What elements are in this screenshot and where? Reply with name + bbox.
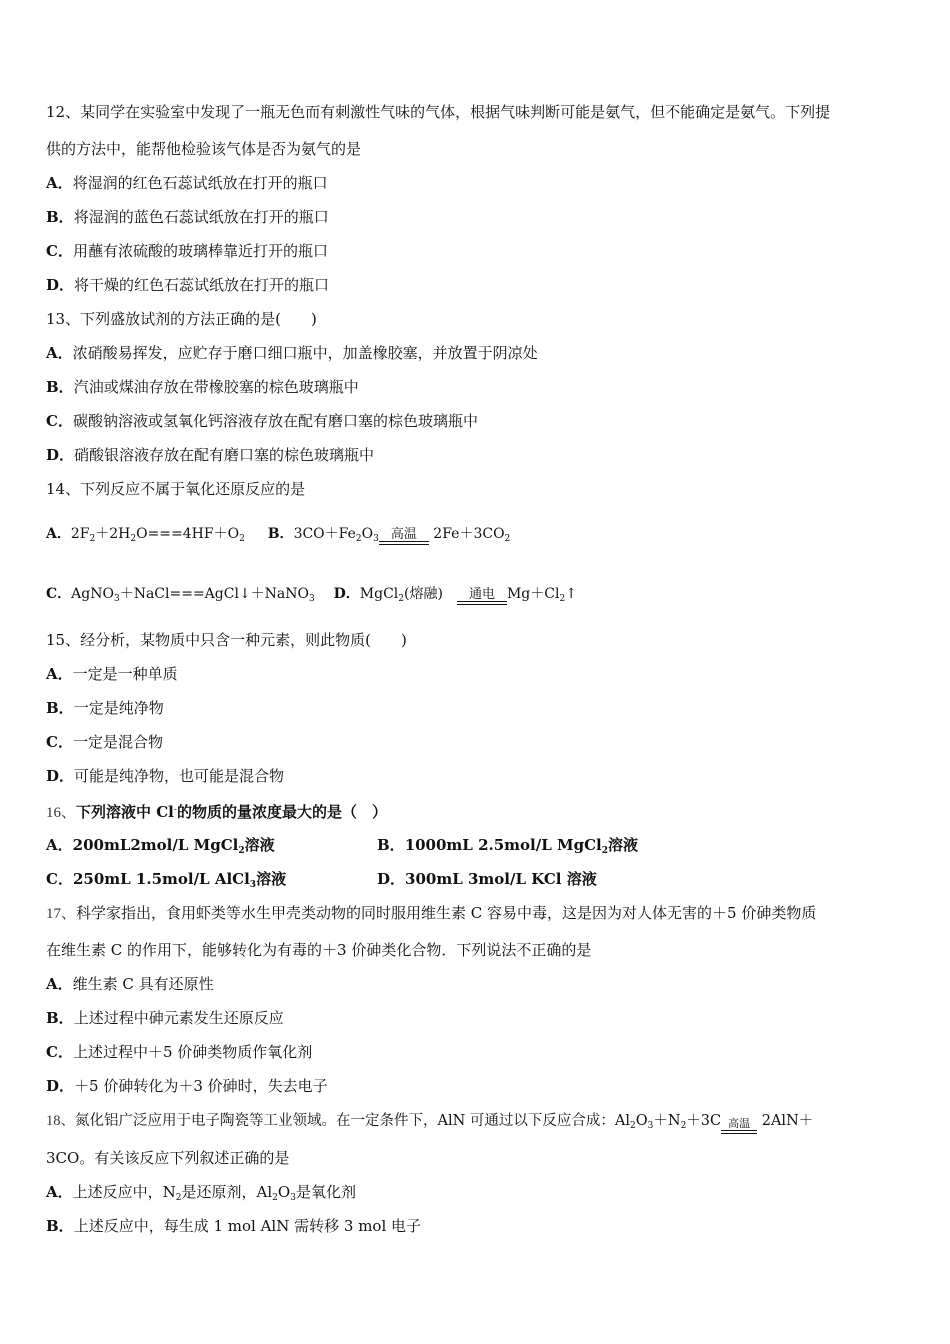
eq-text: AgNO bbox=[71, 586, 114, 602]
subscript: 2 bbox=[355, 534, 362, 544]
q13-option-d bbox=[46, 445, 374, 465]
q18-option-b bbox=[46, 1216, 421, 1236]
option-label: A． bbox=[46, 174, 73, 192]
stem-text: ＋3C bbox=[686, 1113, 722, 1129]
reaction-condition bbox=[379, 528, 429, 545]
condition-text: 通电 bbox=[468, 587, 495, 602]
option-label: B． bbox=[267, 526, 294, 542]
q16-option-b bbox=[377, 835, 638, 861]
question-number: 17、 bbox=[46, 906, 77, 922]
option-text: 将湿润的蓝色石蕊试纸放在打开的瓶口 bbox=[73, 208, 329, 226]
option-label: D． bbox=[377, 870, 406, 888]
subscript: 3 bbox=[113, 594, 120, 604]
option-label: C． bbox=[46, 733, 73, 751]
q13-option-c bbox=[46, 411, 478, 431]
q12-stem-cont: 供的方法中，能帮他检验该气体是否为氨气的是 bbox=[46, 140, 362, 158]
option-label: A． bbox=[46, 1183, 73, 1201]
q15-option-a bbox=[46, 664, 178, 684]
option-label: B． bbox=[377, 836, 405, 854]
subscript: 2 bbox=[630, 1121, 636, 1131]
option-text: 将湿润的红色石蕊试纸放在打开的瓶口 bbox=[72, 174, 328, 192]
q12-option-b bbox=[46, 207, 329, 227]
q14-stem: 14、下列反应不属于氧化还原反应的是 bbox=[46, 480, 306, 498]
subscript: 2 bbox=[504, 534, 511, 544]
subscript: 2 bbox=[238, 846, 245, 856]
q17-option-d bbox=[46, 1076, 328, 1096]
subscript: 2 bbox=[89, 534, 96, 544]
q14-options-cd bbox=[46, 584, 577, 609]
option-text: 维生素 C 具有还原性 bbox=[72, 975, 214, 993]
option-text: O bbox=[277, 1183, 291, 1201]
option-label: D． bbox=[333, 586, 360, 602]
option-text: 用蘸有浓硫酸的玻璃棒靠近打开的瓶口 bbox=[72, 242, 328, 260]
equation-a bbox=[71, 526, 245, 542]
q15-option-d bbox=[46, 766, 284, 786]
eq-text: 2F bbox=[70, 526, 90, 542]
option-label: D． bbox=[46, 276, 75, 294]
option-label: D． bbox=[46, 446, 75, 464]
option-text: 碳酸钠溶液或氢氧化钙溶液存放在配有磨口塞的棕色玻璃瓶中 bbox=[72, 412, 478, 430]
eq-text: ↑ bbox=[565, 586, 577, 602]
stem-text: 氮化铝广泛应用于电子陶瓷等工业领域。在一定条件下，AlN 可通过以下反应合成：Al bbox=[75, 1113, 631, 1129]
q13-stem: 13、下列盛放试剂的方法正确的是( ) bbox=[46, 310, 317, 328]
option-text: 200mL2mol/L MgCl bbox=[72, 836, 239, 854]
q17-option-c bbox=[46, 1042, 312, 1062]
eq-text: O bbox=[361, 526, 374, 542]
option-text: 上述过程中＋5 价砷类物质作氧化剂 bbox=[72, 1043, 313, 1061]
eq-text: (熔融) bbox=[404, 586, 457, 602]
subscript: 3 bbox=[647, 1121, 654, 1131]
option-text: 溶液 bbox=[256, 870, 287, 888]
option-label: C． bbox=[46, 586, 72, 602]
q12-option-d bbox=[46, 275, 329, 295]
subscript: 2 bbox=[398, 594, 405, 604]
stem-text: 下列溶液中 Cl bbox=[76, 803, 174, 821]
eq-text: Mg＋Cl bbox=[506, 586, 560, 602]
option-text: 溶液 bbox=[608, 836, 639, 854]
option-text: 一定是一种单质 bbox=[72, 665, 178, 683]
q15-option-c bbox=[46, 732, 163, 752]
reaction-condition bbox=[721, 1117, 757, 1134]
subscript: 2 bbox=[559, 594, 566, 604]
q12-option-c bbox=[46, 241, 328, 261]
option-text: 上述过程中砷元素发生还原反应 bbox=[73, 1009, 284, 1027]
option-label: B． bbox=[46, 1217, 74, 1235]
question-number: 16、 bbox=[46, 805, 77, 821]
option-text: 是氧化剂 bbox=[295, 1183, 356, 1201]
subscript: 3 bbox=[309, 594, 315, 604]
option-text: ＋5 价砷转化为＋3 价砷时，失去电子 bbox=[74, 1077, 328, 1095]
option-label: B． bbox=[46, 378, 74, 396]
q14-options-ab bbox=[46, 524, 510, 549]
equation-d bbox=[360, 586, 577, 602]
q17-stem bbox=[46, 903, 816, 924]
condition-text: 高温 bbox=[728, 1117, 751, 1130]
option-text: 溶液 bbox=[244, 836, 275, 854]
subscript: 2 bbox=[680, 1121, 687, 1131]
question-number: 18、 bbox=[46, 1113, 75, 1129]
eq-text: O===4HF＋O bbox=[136, 526, 240, 542]
option-text: 250mL 1.5mol/L AlCl bbox=[72, 870, 250, 888]
eq-text: 2Fe＋3CO bbox=[428, 526, 505, 542]
option-text: 一定是纯净物 bbox=[73, 699, 164, 717]
eq-text: ＋NaCl===AgCl↓＋NaNO bbox=[119, 586, 309, 602]
option-text: 1000mL 2.5mol/L MgCl bbox=[404, 836, 602, 854]
subscript: 2 bbox=[272, 1193, 278, 1203]
subscript: 2 bbox=[175, 1193, 182, 1203]
equation-b bbox=[294, 526, 511, 542]
option-text: 可能是纯净物，也可能是混合物 bbox=[74, 767, 285, 785]
option-label: C． bbox=[46, 1043, 73, 1061]
q15-stem: 15、经分析，某物质中只含一种元素，则此物质( ) bbox=[46, 631, 407, 649]
eq-text: ＋2H bbox=[95, 526, 131, 542]
reaction-condition bbox=[457, 588, 507, 605]
option-label: A． bbox=[46, 665, 73, 683]
subscript: 3 bbox=[290, 1193, 296, 1203]
q16-option-d bbox=[377, 869, 597, 889]
option-label: D． bbox=[46, 1077, 75, 1095]
option-text: 一定是混合物 bbox=[72, 733, 163, 751]
q12-stem: 12、某同学在实验室中发现了一瓶无色而有刺激性气味的气体，根据气味判断可能是氨气，但不能确定是氨气。下列提 bbox=[46, 103, 831, 121]
option-label: A． bbox=[46, 526, 71, 542]
q17-option-a bbox=[46, 974, 214, 994]
q18-option-a bbox=[46, 1182, 356, 1208]
condition-text: 高温 bbox=[390, 527, 417, 542]
double-line bbox=[721, 1130, 757, 1134]
q13-option-a bbox=[46, 343, 538, 363]
option-text: 硝酸银溶液存放在配有磨口塞的棕色玻璃瓶中 bbox=[74, 446, 375, 464]
option-label: B． bbox=[46, 1009, 74, 1027]
option-text: 上述反应中，N bbox=[72, 1183, 176, 1201]
option-label: C． bbox=[46, 242, 73, 260]
q16-option-a bbox=[46, 835, 639, 861]
eq-text: MgCl bbox=[359, 586, 399, 602]
option-label: B． bbox=[46, 699, 74, 717]
option-text: 汽油或煤油存放在带橡胶塞的棕色玻璃瓶中 bbox=[73, 378, 359, 396]
stem-text: 科学家指出，食用虾类等水生甲壳类动物的同时服用维生素 C 容易中毒，这是因为对人体无害的＋5 价砷类物质 bbox=[76, 904, 817, 922]
subscript: 3 bbox=[249, 880, 257, 890]
q17-option-b bbox=[46, 1008, 284, 1028]
option-text: 将干燥的红色石蕊试纸放在打开的瓶口 bbox=[74, 276, 330, 294]
option-label: C． bbox=[46, 412, 73, 430]
option-label: A． bbox=[46, 975, 73, 993]
q16-stem bbox=[46, 800, 387, 823]
subscript: 3 bbox=[373, 534, 379, 544]
option-label: A． bbox=[46, 836, 73, 854]
option-text: 300mL 3mol/L KCl 溶液 bbox=[405, 870, 597, 888]
subscript: 2 bbox=[239, 534, 245, 544]
option-text: 是还原剂，Al bbox=[181, 1183, 273, 1201]
q15-option-b bbox=[46, 698, 164, 718]
q18-stem bbox=[46, 1111, 813, 1136]
option-text: 浓硝酸易挥发，应贮存于磨口细口瓶中，加盖橡胶塞，并放置于阴凉处 bbox=[72, 344, 538, 362]
q18-stem-cont: 3CO。有关该反应下列叙述正确的是 bbox=[46, 1149, 290, 1167]
subscript: 2 bbox=[130, 534, 137, 544]
q16-option-c bbox=[46, 869, 597, 895]
option-label: B． bbox=[46, 208, 74, 226]
stem-text: 2AlN＋ bbox=[757, 1113, 814, 1129]
option-label: D． bbox=[46, 767, 75, 785]
equation-c bbox=[71, 586, 315, 602]
stem-text: ＋N bbox=[653, 1113, 681, 1129]
option-label: A． bbox=[46, 344, 73, 362]
subscript: 2 bbox=[601, 846, 608, 856]
option-text: 上述反应中，每生成 1 mol AlN 需转移 3 mol 电子 bbox=[73, 1217, 422, 1235]
eq-text: 3CO＋Fe bbox=[293, 526, 356, 542]
stem-text: 的物质的量浓度最大的是（ ） bbox=[176, 803, 387, 821]
q13-option-b bbox=[46, 377, 359, 397]
q12-option-a bbox=[46, 173, 328, 193]
superscript: - bbox=[173, 805, 177, 815]
stem-text: O bbox=[635, 1113, 648, 1129]
q17-stem-cont: 在维生素 C 的作用下，能够转化为有毒的＋3 价砷类化合物．下列说法不正确的是 bbox=[46, 941, 592, 959]
option-label: C． bbox=[46, 870, 73, 888]
